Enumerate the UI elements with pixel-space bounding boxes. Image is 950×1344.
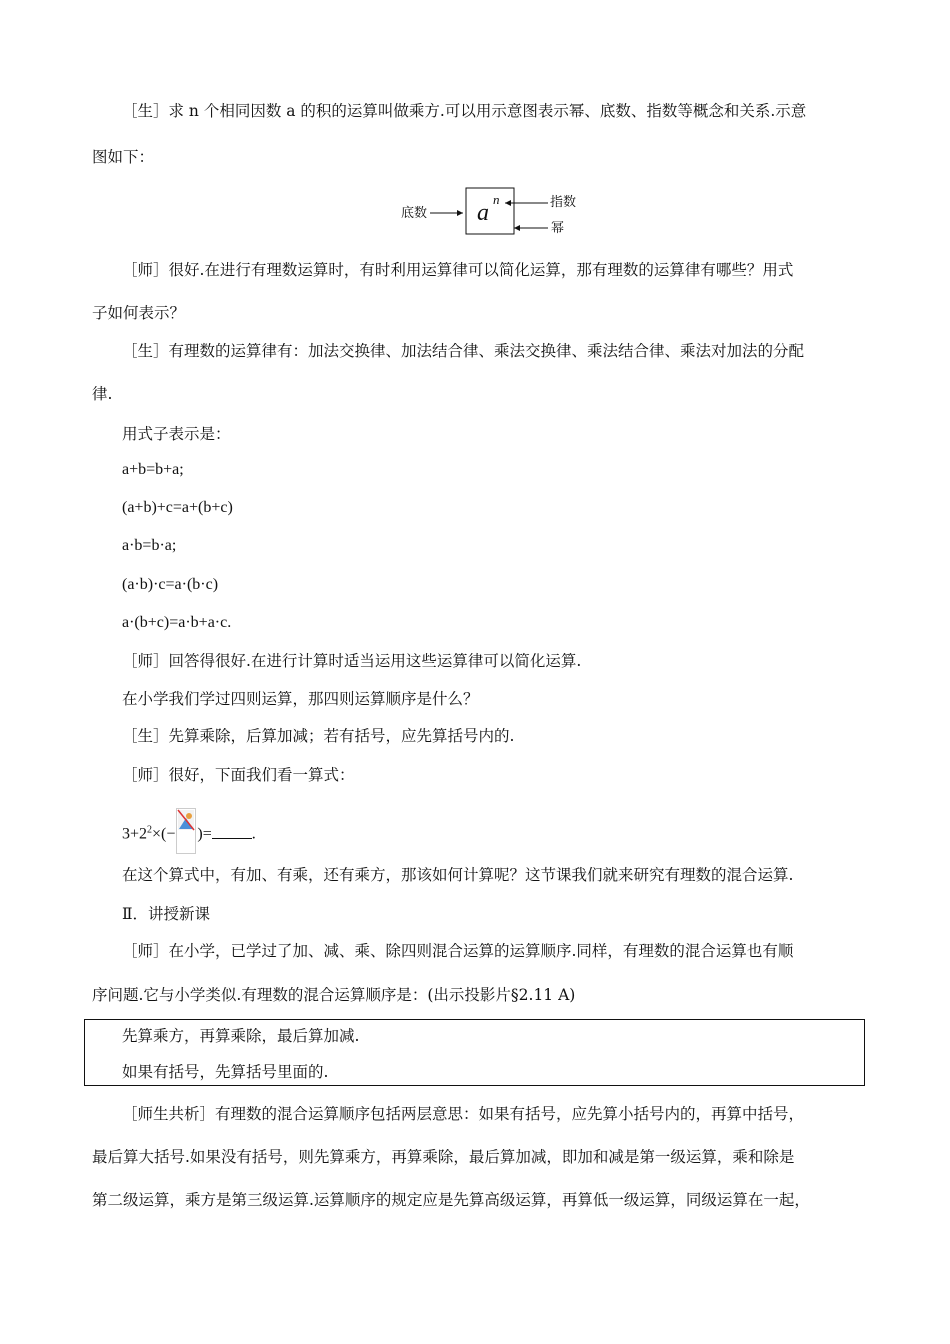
diagram-power-label: 幂 [551, 221, 565, 236]
paragraph-student-1-cont: 图如下： [92, 148, 155, 166]
section-heading: Ⅱ．讲授新课 [122, 905, 211, 923]
paragraph-teacher-4: ［师］在小学，已学过了加、减、乘、除四则混合运算的运算顺序.同样，有理数的混合运算也有顺 [122, 942, 794, 960]
answer-blank [212, 824, 252, 839]
rule-line-2: 如果有括号，先算括号里面的. [122, 1063, 329, 1081]
paragraph-analysis: ［师生共析］有理数的混合运算顺序包括两层意思：如果有括号，应先算小括号内的，再算中括号， [122, 1105, 805, 1123]
fraction-image-icon [176, 808, 196, 854]
expr-suffix: )= [197, 825, 212, 843]
paragraph-question: 在小学我们学过四则运算，那四则运算顺序是什么？ [122, 690, 479, 708]
paragraph-student-3: ［生］先算乘除，后算加减；若有括号，应先算括号内的. [122, 727, 515, 745]
paragraph-intro-mixed: 在这个算式中，有加、有乘，还有乘方，那该如何计算呢？这节课我们就来研究有理数的混合运算. [122, 866, 794, 884]
paragraph-student-1: ［生］求 n 个相同因数 a 的积的运算叫做乘方.可以用示意图表示幂、底数、指数等概念和关系.示意 [122, 102, 807, 120]
formula-addition-commutative: a+b=b+a; [122, 461, 184, 478]
formula-addition-associative: (a+b)+c=a+(b+c) [122, 499, 233, 516]
rule-line-1: 先算乘方，再算乘除，最后算加减. [122, 1027, 360, 1045]
expr-end: . [251, 825, 256, 843]
paragraph-teacher-3: ［师］很好，下面我们看一算式： [122, 766, 355, 784]
formula-distributive: a·(b+c)=a·b+a·c. [122, 614, 232, 631]
power-diagram [395, 182, 595, 242]
diagram-box [466, 188, 514, 234]
formula-multiplication-commutative: a·b=b·a; [122, 537, 177, 554]
diagram-exponent-label: 指数 [550, 195, 577, 210]
formula-multiplication-associative: (a·b)·c=a·(b·c) [122, 576, 219, 593]
expr-exponent: 2 [147, 824, 153, 836]
paragraph-student-2-cont: 律. [92, 385, 113, 403]
paragraph-formula-intro: 用式子表示是： [122, 425, 231, 443]
paragraph-teacher-1: ［师］很好.在进行有理数运算时，有时利用运算律可以简化运算，那有理数的运算律有哪些？用式 [122, 261, 794, 279]
diagram-base-symbol: a [477, 200, 489, 226]
paragraph-teacher-1-cont: 子如何表示？ [92, 304, 186, 322]
diagram-base-label: 底数 [401, 206, 428, 221]
paragraph-analysis-cont-2: 第二级运算，乘方是第三级运算.运算顺序的规定应是先算高级运算，再算低一级运算，同级运算在一起， [92, 1191, 810, 1209]
paragraph-analysis-cont-1: 最后算大括号.如果没有括号，则先算乘方，再算乘除，最后算加减，即加和减是第一级运算，乘和除是 [92, 1148, 795, 1166]
paragraph-teacher-4-cont: 序问题.它与小学类似.有理数的混合运算顺序是：(出示投影片§2.11 A) [92, 986, 576, 1004]
paragraph-teacher-2: ［师］回答得很好.在进行计算时适当运用这些运算律可以简化运算. [122, 652, 582, 670]
diagram-exponent-symbol: n [493, 192, 500, 207]
paragraph-student-2: ［生］有理数的运算律有：加法交换律、加法结合律、乘法交换律、乘法结合律、乘法对加法的分配 [122, 342, 805, 360]
expr-prefix: 3+2 [122, 825, 148, 843]
example-expression [122, 812, 256, 858]
expr-mid: ×(− [152, 825, 176, 843]
